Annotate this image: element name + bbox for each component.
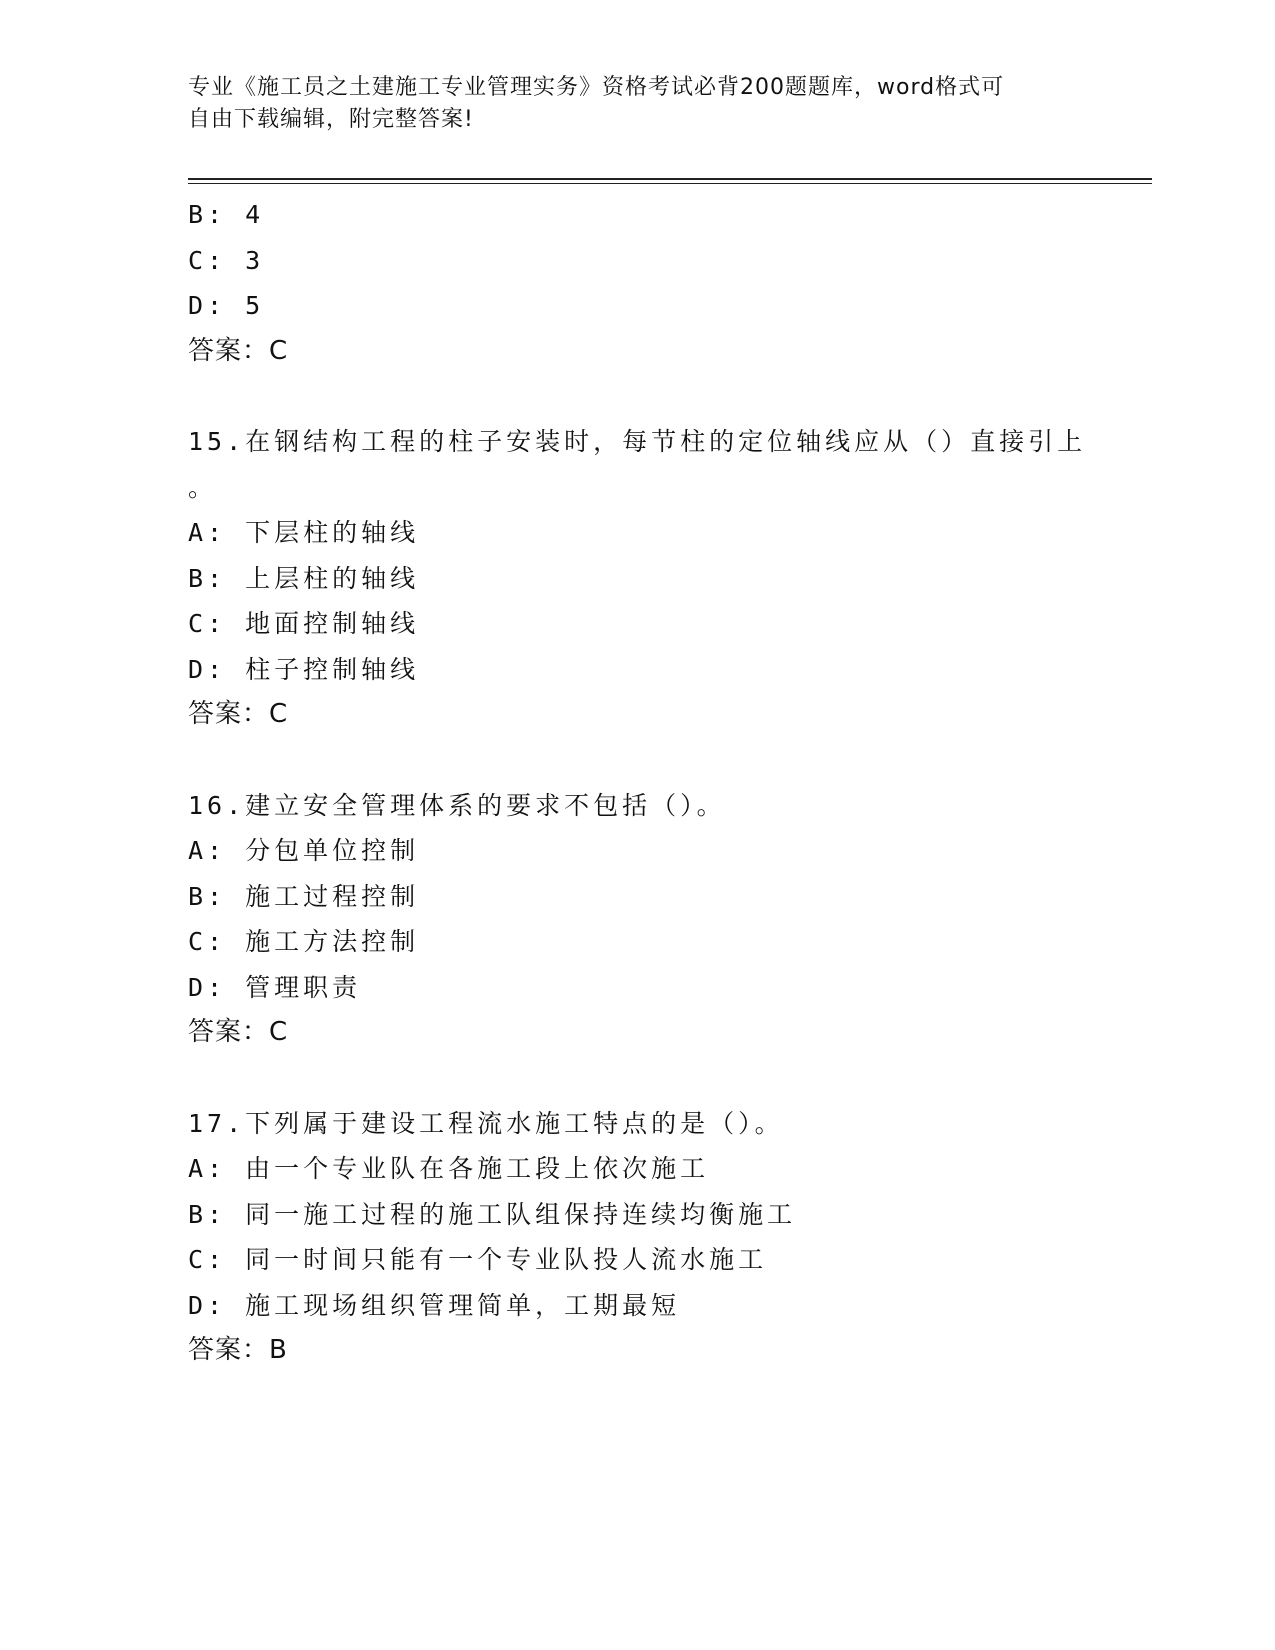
- question-stem: 16.建立安全管理体系的要求不包括（）。: [188, 790, 726, 820]
- question-stem-continued: 。: [188, 472, 218, 502]
- option-d: D: 施工现场组织管理简单，工期最短: [188, 1290, 681, 1320]
- answer-line: 答案：C: [188, 699, 289, 729]
- option-c: C: 施工方法控制: [188, 927, 420, 956]
- question-stem: 17.下列属于建设工程流水施工特点的是（）。: [188, 1108, 784, 1138]
- option-a: A: 由一个专业队在各施工段上依次施工: [188, 1154, 710, 1183]
- option-b: B: 施工过程控制: [188, 881, 420, 911]
- answer-line: 答案：C: [188, 1017, 289, 1047]
- option-a: A: 分包单位控制: [188, 836, 420, 865]
- option-d: D: 管理职责: [188, 972, 362, 1002]
- question-stem: 15.在钢结构工程的柱子安装时，每节柱的定位轴线应从（）直接引上: [188, 427, 1087, 456]
- option-c: C: 3: [188, 245, 265, 275]
- header-rule-thin: [188, 183, 1152, 184]
- question-16: [188, 783, 1148, 1056]
- option-d: D: 5: [188, 291, 265, 320]
- header-rule-thick: [188, 178, 1152, 180]
- option-c: C: 同一时间只能有一个专业队投人流水施工: [188, 1245, 768, 1274]
- question-15: [188, 419, 1148, 738]
- option-d: D: 柱子控制轴线: [188, 654, 420, 684]
- question-17: [188, 1101, 1148, 1374]
- option-b: B: 同一施工过程的施工队组保持连续均衡施工: [188, 1199, 797, 1229]
- option-b: B: 上层柱的轴线: [188, 563, 420, 593]
- option-c: C: 地面控制轴线: [188, 609, 420, 638]
- previous-question-tail: [188, 192, 1148, 374]
- document-header: [188, 72, 1088, 136]
- header-line-2: 自由下载编辑，附完整答案!: [188, 107, 474, 132]
- answer-line: 答案：C: [188, 335, 289, 366]
- header-line-1: 专业《施工员之土建施工专业管理实务》资格考试必背200题题库，word格式可: [188, 75, 1005, 100]
- answer-line: 答案：B: [188, 1335, 288, 1365]
- option-a: A: 下层柱的轴线: [188, 518, 420, 547]
- question-list: [188, 192, 1148, 1374]
- option-b: B: 4: [188, 200, 265, 229]
